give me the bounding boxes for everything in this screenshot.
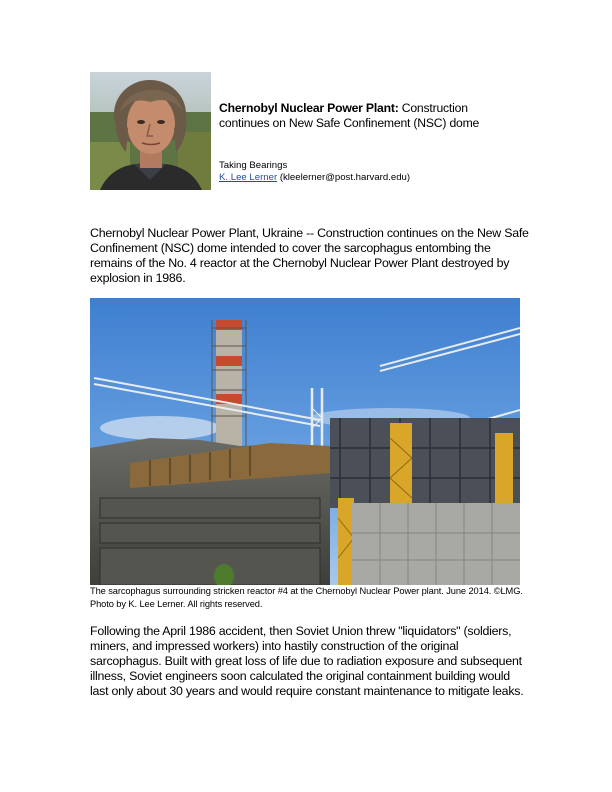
sarcophagus-construction-image bbox=[90, 298, 520, 585]
author-photo bbox=[90, 72, 211, 190]
chernobyl-plant-photo bbox=[90, 298, 520, 585]
article-title-rest: Construction continues on New Safe Confinement (NSC) dome bbox=[219, 101, 480, 130]
article-title bbox=[219, 101, 519, 131]
author-link[interactable]: K. Lee Lerner bbox=[219, 172, 278, 183]
author-portrait-image bbox=[90, 72, 211, 190]
column-name: Taking Bearings bbox=[219, 160, 288, 171]
article-title-bold: Chernobyl Nuclear Power Plant: bbox=[219, 101, 399, 115]
body-paragraph: Following the April 1986 accident, then Soviet Union threw "liquidators" (soldiers, miners, and impressed workers) into hastily construction of the original sarcophagus. Built with great loss of life due to radiation exposure and subsequent illness, Soviet engineers soon calculated the original containment building would last only about 30 years and would require constant maintenance to mitigate leaks. bbox=[90, 624, 524, 698]
author-email: (kleelerner@post.harvard.edu) bbox=[279, 172, 411, 183]
byline bbox=[219, 172, 410, 184]
lede-paragraph: Chernobyl Nuclear Power Plant, Ukraine -- Construction continues on the New Safe Confinement (NSC) dome intended to cover the sarcophagus entombing the remains of the No. 4 reactor at the Chernobyl Nuclear Power Plant destroyed by explosion in 1986. bbox=[90, 226, 529, 285]
photo-caption: The sarcophagus surrounding stricken reactor #4 at the Chernobyl Nuclear Power plant. June 2014. ©LMG. Photo by K. Lee Lerner. All rights reserved. bbox=[90, 586, 523, 609]
